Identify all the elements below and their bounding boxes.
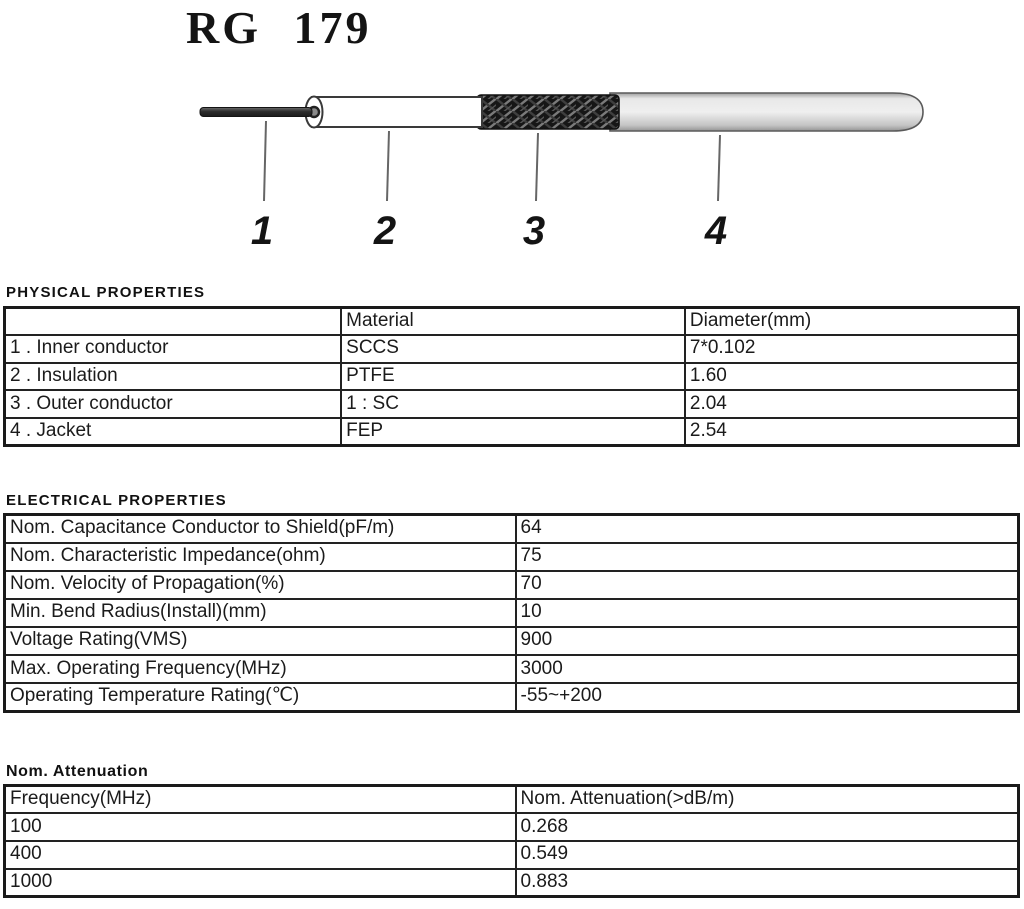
property-value: 10 bbox=[516, 599, 1019, 627]
table-cell: SCCS bbox=[341, 335, 685, 363]
table-cell: 1 : SC bbox=[341, 390, 685, 418]
inner-conductor-shape bbox=[200, 108, 312, 117]
property-label: Operating Temperature Rating(℃) bbox=[5, 683, 516, 711]
part-label-4: 4 bbox=[704, 209, 728, 250]
physical-properties-heading: PHYSICAL PROPERTIES bbox=[6, 284, 206, 301]
table-row bbox=[5, 599, 1019, 627]
leader-line-3 bbox=[536, 133, 538, 201]
table-header-row bbox=[5, 308, 1019, 336]
table-row bbox=[5, 515, 1019, 543]
property-value: 3000 bbox=[516, 655, 1019, 683]
table-row bbox=[5, 390, 1019, 418]
leader-line-4 bbox=[718, 135, 720, 201]
electrical-properties-heading: ELECTRICAL PROPERTIES bbox=[6, 492, 227, 509]
table-cell: FEP bbox=[341, 418, 685, 446]
property-label: Nom. Capacitance Conductor to Shield(pF/m) bbox=[5, 515, 516, 543]
physical-properties-table bbox=[3, 306, 1020, 447]
attenuation-value: 0.268 bbox=[516, 813, 1019, 841]
table-cell: 1 . Inner conductor bbox=[5, 335, 342, 363]
property-label: Min. Bend Radius(Install)(mm) bbox=[5, 599, 516, 627]
electrical-properties-table bbox=[3, 513, 1020, 713]
part-label-1: 1 bbox=[250, 209, 274, 250]
table-row bbox=[5, 363, 1019, 391]
table-row bbox=[5, 418, 1019, 446]
part-label-2: 2 bbox=[373, 209, 397, 250]
cable-diagram-svg bbox=[0, 75, 1024, 250]
table-row bbox=[5, 869, 1019, 897]
table-cell: 2.04 bbox=[685, 390, 1019, 418]
outer-conductor-braid-shape bbox=[477, 95, 619, 129]
column-header: Diameter(mm) bbox=[685, 308, 1019, 336]
property-value: 900 bbox=[516, 627, 1019, 655]
table-header-row bbox=[5, 786, 1019, 814]
table-row bbox=[5, 571, 1019, 599]
nom-attenuation-table bbox=[3, 784, 1020, 898]
table-row bbox=[5, 655, 1019, 683]
attenuation-value: 0.883 bbox=[516, 869, 1019, 897]
leader-line-2 bbox=[387, 131, 389, 201]
table-row bbox=[5, 627, 1019, 655]
table-cell: 1.60 bbox=[685, 363, 1019, 391]
column-header: Frequency(MHz) bbox=[5, 786, 516, 814]
table-cell: 4 . Jacket bbox=[5, 418, 342, 446]
frequency-value: 1000 bbox=[5, 869, 516, 897]
property-label: Voltage Rating(VMS) bbox=[5, 627, 516, 655]
property-label: Nom. Characteristic Impedance(ohm) bbox=[5, 543, 516, 571]
column-header bbox=[5, 308, 342, 336]
property-value: -55~+200 bbox=[516, 683, 1019, 711]
table-row bbox=[5, 683, 1019, 711]
insulation-shape bbox=[312, 97, 482, 127]
frequency-value: 400 bbox=[5, 841, 516, 869]
nom-attenuation-heading: Nom. Attenuation bbox=[6, 763, 149, 780]
table-cell: 2 . Insulation bbox=[5, 363, 342, 391]
cable-diagram bbox=[0, 75, 1024, 250]
table-row bbox=[5, 543, 1019, 571]
page-title: RG 179 bbox=[186, 2, 372, 53]
table-cell: 7*0.102 bbox=[685, 335, 1019, 363]
property-label: Nom. Velocity of Propagation(%) bbox=[5, 571, 516, 599]
part-label-3: 3 bbox=[522, 209, 546, 250]
property-value: 75 bbox=[516, 543, 1019, 571]
frequency-value: 100 bbox=[5, 813, 516, 841]
property-value: 64 bbox=[516, 515, 1019, 543]
table-row bbox=[5, 335, 1019, 363]
table-row bbox=[5, 813, 1019, 841]
leader-line-1 bbox=[264, 121, 266, 201]
attenuation-value: 0.549 bbox=[516, 841, 1019, 869]
property-label: Max. Operating Frequency(MHz) bbox=[5, 655, 516, 683]
property-value: 70 bbox=[516, 571, 1019, 599]
column-header: Nom. Attenuation(>dB/m) bbox=[516, 786, 1019, 814]
table-cell: 3 . Outer conductor bbox=[5, 390, 342, 418]
table-cell: PTFE bbox=[341, 363, 685, 391]
table-cell: 2.54 bbox=[685, 418, 1019, 446]
jacket-shape bbox=[610, 93, 923, 131]
column-header: Material bbox=[341, 308, 685, 336]
table-row bbox=[5, 841, 1019, 869]
